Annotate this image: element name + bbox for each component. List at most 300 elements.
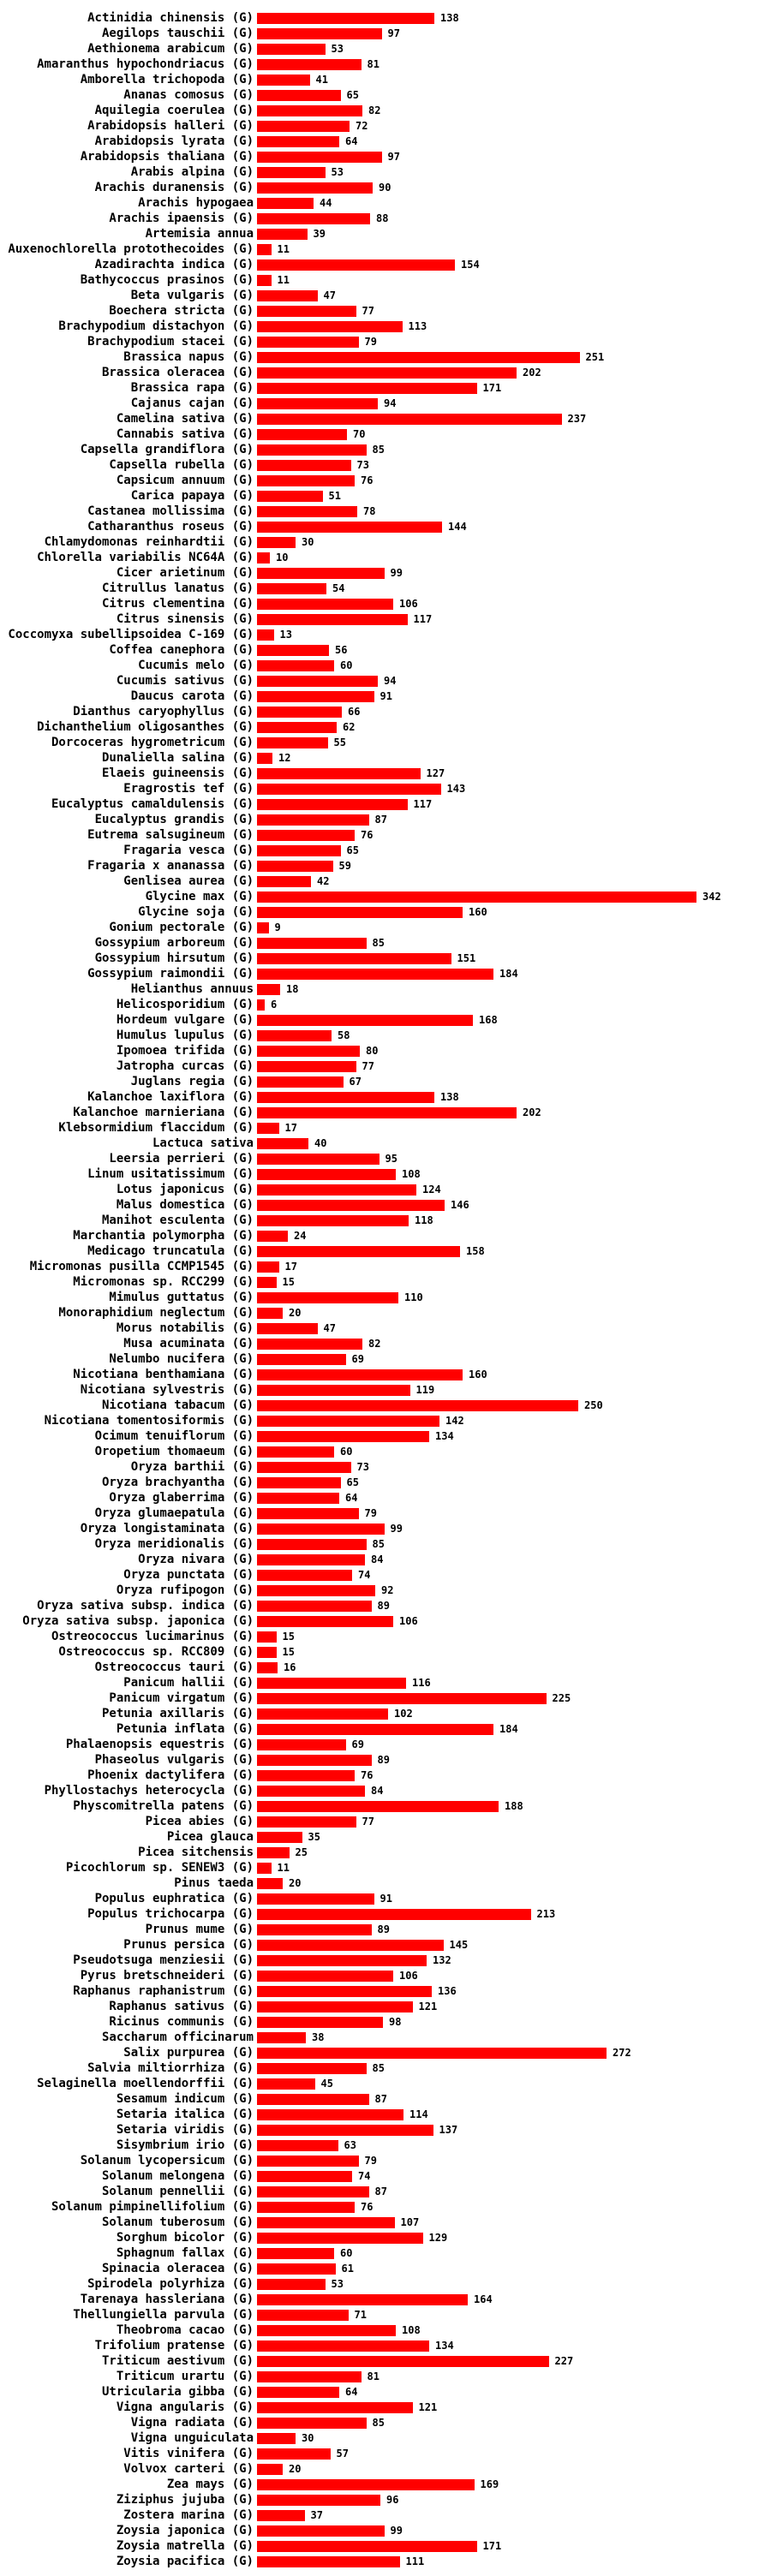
bar-row [0,1629,771,1644]
value-label: 71 [354,2309,367,2321]
bar [257,1277,277,1288]
bar-row [0,149,771,164]
category-label: Oryza sativa subsp. indica (G) [37,1599,254,1613]
category-label: Panicum hallii (G) [123,1676,254,1690]
bar-row [0,1875,771,1891]
category-label: Nicotiana tabacum (G) [101,1398,254,1412]
value-label: 65 [346,844,359,856]
category-label: Solanum melongena (G) [101,2169,254,2183]
bar [257,1462,351,1473]
bar [257,28,382,39]
bar-row [0,658,771,673]
category-label: Citrus clementina (G) [101,597,254,611]
bar-row [0,2076,771,2091]
bar [257,1847,290,1858]
bar [257,1385,410,1396]
value-label: 9 [274,921,281,933]
value-label: 53 [331,43,344,55]
value-label: 76 [361,829,374,841]
bar-row [0,1521,771,1536]
bar [257,2310,349,2321]
bar [257,1200,445,1211]
category-label: Brassica napus (G) [123,350,254,364]
bar-row [0,2307,771,2323]
value-label: 61 [341,2263,354,2275]
bar-row [0,1860,771,1875]
bar-row [0,935,771,951]
value-label: 47 [323,289,336,301]
value-label: 67 [349,1076,362,1088]
bar [257,275,272,286]
value-label: 106 [399,598,418,610]
category-label: Phalaenopsis equestris (G) [65,1738,254,1751]
category-label: Gossypium raimondii (G) [87,967,254,981]
value-label: 184 [499,968,518,980]
bar-row [0,87,771,103]
bar-row [0,534,771,550]
category-label: Gossypium hirsutum (G) [94,951,254,965]
bar [257,1354,346,1365]
bar-row [0,365,771,380]
bar-row [0,874,771,889]
bar [257,922,269,933]
bar [257,814,369,826]
bar-row [0,1675,771,1690]
category-label: Nicotiana sylvestris (G) [80,1383,254,1397]
value-label: 76 [361,2201,374,2213]
value-label: 225 [552,1692,571,1704]
bar-row [0,41,771,57]
value-label: 136 [438,1985,457,1997]
bar-row [0,1536,771,1552]
bar-row [0,1213,771,1228]
bar [257,1801,499,1812]
category-label: Citrullus lanatus (G) [101,581,254,595]
value-label: 102 [394,1708,413,1720]
value-label: 96 [386,2494,399,2506]
bar [257,1261,279,1273]
category-label: Camelina sativa (G) [116,412,254,426]
bar [257,2464,283,2475]
value-label: 76 [361,1769,374,1781]
bar-row [0,1290,771,1305]
value-label: 73 [356,1461,369,1473]
category-label: Musa acuminata (G) [123,1337,254,1351]
bar-row [0,195,771,211]
category-label: Arachis hypogaea [138,196,254,210]
bar [257,1554,365,1565]
bar [257,1755,372,1766]
bar-row [0,2030,771,2045]
bar [257,861,333,872]
value-label: 146 [451,1199,469,1211]
value-label: 79 [364,336,377,348]
bar-row [0,1814,771,1829]
bar-row [0,2446,771,2461]
category-label: Malus domestica (G) [116,1198,254,1212]
value-label: 121 [418,2401,438,2413]
value-label: 106 [399,1970,418,1982]
value-label: 99 [390,567,403,579]
value-label: 30 [302,2432,314,2444]
value-label: 124 [422,1184,441,1196]
value-label: 63 [344,2139,356,2151]
bar-row [0,843,771,858]
bar-row [0,257,771,272]
bar [257,2525,385,2537]
category-label: Picea abies (G) [145,1815,254,1828]
value-label: 20 [289,1307,302,1319]
bar [257,1816,356,1828]
category-label: Brassica rapa (G) [130,381,254,395]
bar-row [0,1968,771,1983]
value-label: 213 [536,1908,556,1920]
value-label: 39 [313,228,326,240]
bar-row [0,1058,771,1074]
category-label: Ostreococcus tauri (G) [94,1661,254,1674]
bar-row [0,504,771,519]
bar-row [0,1752,771,1768]
value-label: 77 [362,1060,374,1072]
category-label: Coffea canephora (G) [109,643,254,657]
value-label: 69 [351,1353,364,1365]
category-label: Setaria italica (G) [116,2108,254,2121]
bar [257,1693,547,1704]
value-label: 25 [295,1846,308,1858]
bar-row [0,1690,771,1706]
category-label: Helicosporidium (G) [116,998,254,1011]
value-label: 94 [384,675,397,687]
bar-row [0,380,771,396]
bar-row [0,2107,771,2122]
value-label: 70 [353,428,366,440]
category-label: Arabidopsis lyrata (G) [94,134,254,148]
category-label: Nicotiana benthamiana (G) [73,1368,254,1381]
category-label: Dichanthelium oligosanthes (G) [37,720,254,734]
category-label: Solanum pennellii (G) [101,2185,254,2198]
bar [257,136,339,147]
value-label: 16 [284,1661,296,1673]
category-label: Solanum tuberosum (G) [101,2215,254,2229]
bar-row [0,118,771,134]
bar-row [0,735,771,750]
value-label: 55 [333,736,346,748]
category-label: Pinus taeda [174,1876,254,1890]
bar-row [0,1043,771,1058]
category-label: Linum usitatissimum (G) [87,1167,254,1181]
category-label: Cajanus cajan (G) [130,397,254,410]
bar-row [0,596,771,611]
category-label: Solanum lycopersicum (G) [80,2154,254,2168]
bar-row [0,426,771,442]
value-label: 98 [389,2016,402,2028]
category-label: Phaseolus vulgaris (G) [94,1753,254,1767]
bar-row [0,1906,771,1922]
value-label: 78 [363,505,376,517]
bar-row [0,766,771,781]
category-label: Ziziphus jujuba (G) [116,2493,254,2507]
bar [257,2263,336,2275]
category-label: Actinidia chinensis (G) [87,11,254,25]
value-label: 64 [345,135,358,147]
bar [257,2371,362,2382]
bar [257,506,357,517]
bar-row [0,2492,771,2507]
value-label: 85 [372,2062,385,2074]
bar-row [0,2168,771,2184]
bar [257,1832,302,1843]
bar [257,1585,375,1596]
bar [257,1678,406,1689]
bar-row [0,2292,771,2307]
bar [257,1539,367,1550]
bar-row [0,1120,771,1136]
bar [257,182,373,194]
bar [257,1971,393,1982]
bar [257,121,350,132]
value-label: 72 [356,120,368,132]
bar [257,1030,332,1041]
bar-row [0,1613,771,1629]
category-label: Nelumbo nucifera (G) [109,1352,254,1366]
bar [257,383,477,394]
category-label: Micromonas sp. RCC299 (G) [73,1275,254,1289]
value-label: 65 [346,89,359,101]
bar [257,259,455,271]
bar [257,1524,385,1535]
bar [257,2109,403,2120]
bar-row [0,2199,771,2215]
bar-row [0,1012,771,1028]
bar [257,2541,477,2552]
category-label: Triticum urartu (G) [116,2370,254,2383]
bar [257,1015,473,1026]
category-label: Oryza sativa subsp. japonica (G) [22,1614,254,1628]
bar-row [0,719,771,735]
bar [257,722,337,733]
category-label: Arabidopsis thaliana (G) [80,150,254,164]
bar-row [0,1845,771,1860]
bar [257,845,341,856]
value-label: 108 [402,2324,421,2336]
category-label: Nicotiana tomentosiformis (G) [44,1414,254,1428]
bar [257,2202,355,2213]
bar-row [0,103,771,118]
category-label: Ostreococcus lucimarinus (G) [51,1630,254,1643]
bar-row [0,242,771,257]
bar-row [0,10,771,26]
value-label: 90 [379,182,391,194]
value-label: 184 [499,1723,518,1735]
bar [257,969,493,980]
bar-row [0,1583,771,1598]
bar [257,1924,372,1935]
bar [257,337,359,348]
bar [257,1184,416,1196]
bar [257,599,393,610]
bar-row [0,2184,771,2199]
bar-row [0,1259,771,1274]
value-label: 60 [340,1446,353,1458]
bar-row [0,1243,771,1259]
bar-row [0,2554,771,2569]
category-label: Vigna radiata (G) [130,2416,254,2430]
category-label: Ricinus communis (G) [109,2015,254,2029]
category-label: Petunia axillaris (G) [101,1707,254,1720]
bar [257,1092,434,1103]
bar-row [0,2138,771,2153]
value-label: 79 [364,2155,377,2167]
value-label: 132 [433,1954,451,1966]
value-label: 169 [480,2478,499,2490]
bar [257,1893,374,1905]
bar [257,1708,388,1720]
bar [257,2433,296,2444]
bar-row [0,951,771,966]
bar-row [0,1197,771,1213]
bar-row [0,2384,771,2400]
bar [257,475,355,486]
bar [257,1308,283,1319]
value-label: 87 [374,2185,387,2197]
bar [257,1647,277,1658]
bar-row [0,2091,771,2107]
bar-row [0,303,771,319]
bar-row [0,1166,771,1182]
bar-row [0,581,771,596]
value-label: 91 [380,690,392,702]
category-label: Zostera marina (G) [123,2508,254,2522]
category-label: Cucumis sativus (G) [116,674,254,688]
bar [257,629,274,641]
bar-row [0,2369,771,2384]
bar [257,1986,432,1997]
bar-row [0,211,771,226]
category-label: Pyrus bretschneideri (G) [80,1969,254,1983]
bar-row [0,1367,771,1382]
bar [257,1662,278,1673]
bar [257,737,328,748]
bar-row [0,2400,771,2415]
category-label: Capsella grandiflora (G) [80,443,254,456]
value-label: 138 [440,12,459,24]
value-label: 87 [374,2093,387,2105]
category-label: Medicago truncatula (G) [87,1244,254,1258]
bar-row [0,1891,771,1906]
category-label: Fragaria vesca (G) [123,844,254,857]
bar-row [0,1413,771,1428]
category-label: Picea sitchensis [138,1846,254,1859]
category-label: Ostreococcus sp. RCC809 (G) [58,1645,254,1659]
value-label: 18 [286,983,299,995]
category-label: Eucalyptus camaldulensis (G) [51,797,254,811]
value-label: 251 [585,351,605,363]
category-label: Klebsormidium flaccidum (G) [58,1121,254,1135]
bar-row [0,1351,771,1367]
category-label: Fragaria x ananassa (G) [87,859,254,873]
bar-row [0,1598,771,1613]
value-label: 40 [314,1137,327,1149]
bar [257,984,280,995]
value-label: 73 [356,459,369,471]
category-label: Prunus mume (G) [145,1923,254,1936]
bar [257,1724,493,1735]
bar-row [0,966,771,981]
value-label: 85 [372,2417,385,2429]
bar-row [0,1136,771,1151]
value-label: 129 [428,2232,448,2244]
value-label: 160 [469,906,487,918]
bar [257,1631,277,1643]
category-label: Ocimum tenuiflorum (G) [94,1429,254,1443]
category-label: Cucumis melo (G) [138,659,254,672]
category-label: Jatropha curcas (G) [116,1059,254,1073]
bar-row [0,611,771,627]
category-label: Spirodela polyrhiza (G) [87,2277,254,2291]
category-label: Capsicum annuum (G) [116,474,254,487]
bar-row [0,1798,771,1814]
value-label: 250 [584,1399,603,1411]
bar [257,2186,369,2197]
bar [257,1616,393,1627]
value-label: 59 [338,860,351,872]
value-label: 89 [377,1754,390,1766]
value-label: 145 [449,1939,469,1951]
category-label: Oryza punctata (G) [123,1568,254,1582]
bar [257,75,310,86]
bar-row [0,396,771,411]
bar [257,1246,460,1257]
bar-row [0,1660,771,1675]
category-label: Brachypodium stacei (G) [87,335,254,349]
category-label: Daucus carota (G) [130,689,254,703]
category-label: Morus notabilis (G) [116,1321,254,1335]
value-label: 237 [567,413,587,425]
category-label: Physcomitrella patens (G) [73,1799,254,1813]
category-label: Volvox carteri (G) [123,2462,254,2476]
bar [257,1508,359,1519]
value-label: 95 [385,1153,397,1165]
bar [257,105,362,116]
value-label: 38 [312,2031,325,2043]
category-label: Aquilegia coerulea (G) [94,104,254,117]
value-label: 51 [328,490,341,502]
value-label: 60 [340,659,353,671]
category-label: Saccharum officinarum [101,2030,254,2044]
category-label: Sphagnum fallax (G) [116,2246,254,2260]
bar-row [0,1552,771,1567]
bar [257,2048,607,2059]
bar [257,2556,400,2567]
bar [257,1940,444,1951]
category-label: Zoysia pacifica (G) [116,2555,254,2568]
bar [257,152,382,163]
value-label: 62 [343,721,356,733]
bar-row [0,1151,771,1166]
category-label: Beta vulgaris (G) [130,289,254,302]
value-label: 45 [320,2078,333,2090]
bar [257,2448,331,2460]
bar [257,784,441,795]
category-label: Cicer arietinum (G) [116,566,254,580]
value-label: 6 [271,999,278,1011]
bar [257,1878,283,1889]
bar [257,691,374,702]
bar [257,2495,380,2506]
bar-row [0,442,771,457]
value-label: 138 [440,1091,459,1103]
bar [257,244,272,255]
